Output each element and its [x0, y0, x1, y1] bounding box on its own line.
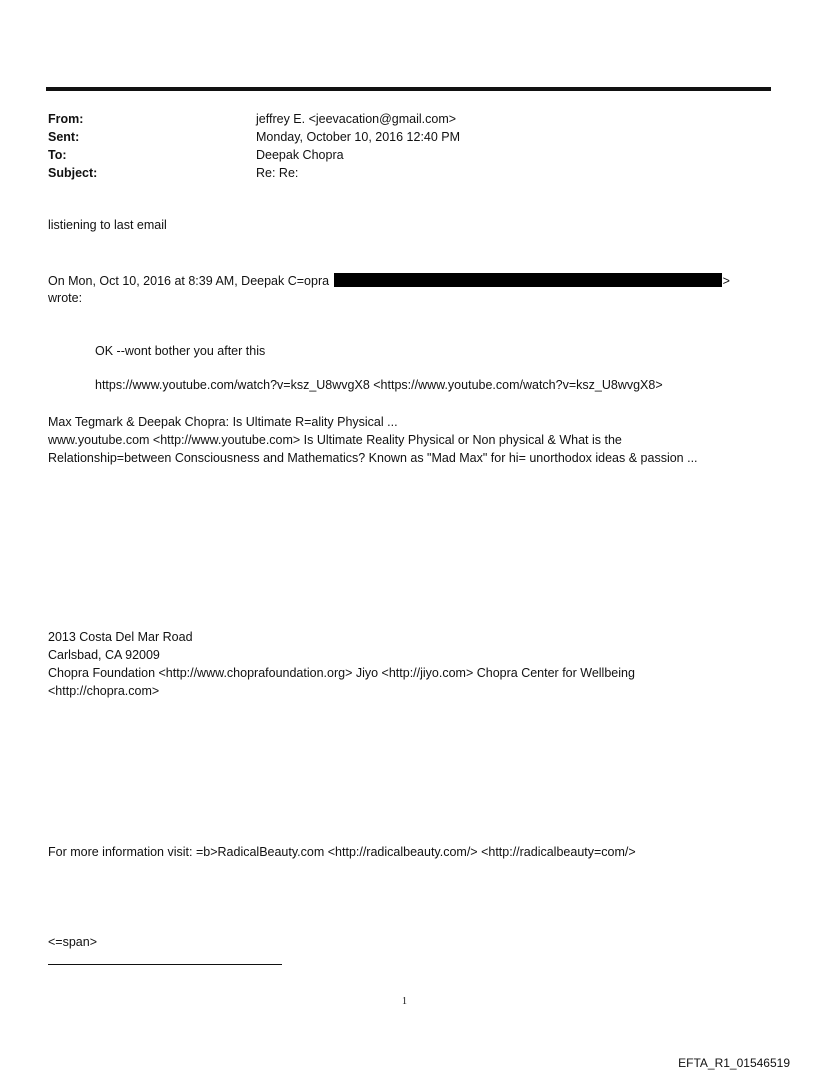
subject-label: Subject:: [48, 166, 98, 180]
from-label: From:: [48, 112, 84, 126]
reply-text: listiening to last email: [48, 218, 167, 232]
subject-value: Re: Re:: [256, 166, 299, 180]
video-description-1: www.youtube.com <http://www.youtube.com> Is Ultimate Reality Physical or Non physical & What is the: [48, 433, 622, 447]
youtube-link-line[interactable]: https://www.youtube.com/watch?v=ksz_U8wvgX8 <https://www.youtube.com/watch?v=ksz_U8wvgX8>: [95, 378, 663, 392]
document-id: EFTA_R1_01546519: [678, 1056, 790, 1070]
address-line-1: 2013 Costa Del Mar Road: [48, 630, 193, 644]
quoted-line-1: OK --wont bother you after this: [95, 344, 266, 358]
footer-rule: [48, 964, 282, 965]
links-line-2[interactable]: <http://chopra.com>: [48, 684, 160, 698]
quote-intro-text: On Mon, Oct 10, 2016 at 8:39 AM, Deepak C=opra: [48, 274, 330, 288]
top-rule: [46, 87, 771, 91]
more-info-line: For more information visit: =b>RadicalBeauty.com <http://radicalbeauty.com/> <http://radicalbeauty=com/>: [48, 845, 636, 859]
span-tag-text: <=span>: [48, 935, 98, 949]
to-label: To:: [48, 148, 67, 162]
video-title: Max Tegmark & Deepak Chopra: Is Ultimate R=ality Physical ...: [48, 415, 398, 429]
quote-intro-wrote: wrote:: [48, 291, 83, 305]
quote-intro-bracket: >: [722, 274, 730, 288]
quote-intro-line: [48, 272, 730, 290]
redaction-bar: [334, 273, 722, 287]
address-line-2: Carlsbad, CA 92009: [48, 648, 160, 662]
links-line-1[interactable]: Chopra Foundation <http://www.choprafoundation.org> Jiyo <http://jiyo.com> Chopra Center for Wellbeing: [48, 666, 635, 680]
to-value: Deepak Chopra: [256, 148, 344, 162]
from-value: jeffrey E. <jeevacation@gmail.com>: [256, 112, 457, 126]
sent-label: Sent:: [48, 130, 80, 144]
sent-value: Monday, October 10, 2016 12:40 PM: [256, 130, 461, 144]
page-number: 1: [402, 996, 407, 1007]
video-description-2: Relationship=between Consciousness and Mathematics? Known as "Mad Max" for hi= unorthodox ideas & passion ...: [48, 451, 698, 465]
